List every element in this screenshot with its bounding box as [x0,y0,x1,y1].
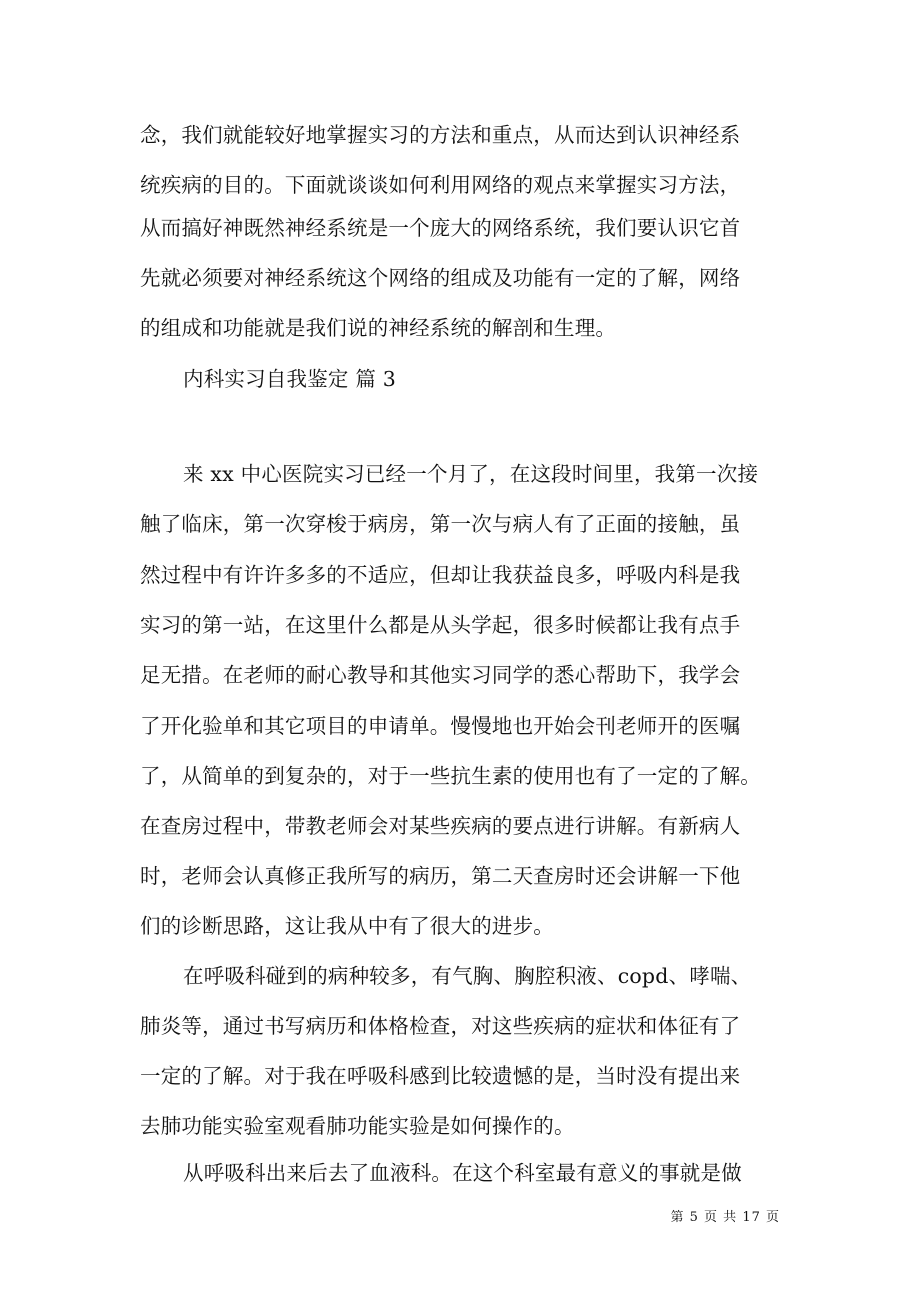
text-line: 的组成和功能就是我们说的神经系统的解剖和生理。 [140,316,617,340]
page-footer: 第 5 页 共 17 页 [670,1210,780,1225]
text-line: 时，老师会认真修正我所写的病历，第二天查房时还会讲解一下他 [140,864,741,888]
text-line: 足无措。在老师的耐心教导和其他实习同学的悉心帮助下，我学会 [140,663,741,687]
text-line: 在呼吸科碰到的病种较多，有气胸、胸腔积液、copd、哮喘、 [183,964,752,988]
text-line: 去肺功能实验室观看肺功能实验是如何操作的。 [140,1114,575,1138]
text-line: 了，从简单的到复杂的，对于一些抗生素的使用也有了一定的了解。 [140,764,761,788]
text-line: 从而搞好神既然神经系统是一个庞大的网络系统，我们要认识它首 [140,216,741,240]
text-line: 肺炎等，通过书写病历和体格检查，对这些疾病的症状和体征有了 [140,1014,741,1038]
text-line: 然过程中有许许多多的不适应，但却让我获益良多，呼吸内科是我 [140,563,741,587]
section-heading: 内科实习自我鉴定 篇 3 [183,367,396,391]
text-line: 来 xx 中心医院实习已经一个月了，在这段时间里，我第一次接 [183,462,759,486]
text-line: 先就必须要对神经系统这个网络的组成及功能有一定的了解，网络 [140,266,741,290]
text-line: 们的诊断思路，这让我从中有了很大的进步。 [140,914,554,938]
text-line: 一定的了解。对于我在呼吸科感到比较遗憾的是，当时没有提出来 [140,1064,741,1088]
text-line: 实习的第一站，在这里什么都是从头学起，很多时候都让我有点手 [140,613,741,637]
text-line: 在查房过程中，带教老师会对某些疾病的要点进行讲解。有新病人 [140,814,741,838]
text-line: 念，我们就能较好地掌握实习的方法和重点，从而达到认识神经系 [140,123,741,147]
text-line: 统疾病的目的。下面就谈谈如何利用网络的观点来掌握实习方法， [140,173,741,197]
text-line: 了开化验单和其它项目的申请单。慢慢地也开始会刊老师开的医嘱 [140,714,741,738]
text-line: 从呼吸科出来后去了血液科。在这个科室最有意义的事就是做 [183,1161,742,1185]
text-line: 触了临床，第一次穿梭于病房，第一次与病人有了正面的接触，虽 [140,512,741,536]
